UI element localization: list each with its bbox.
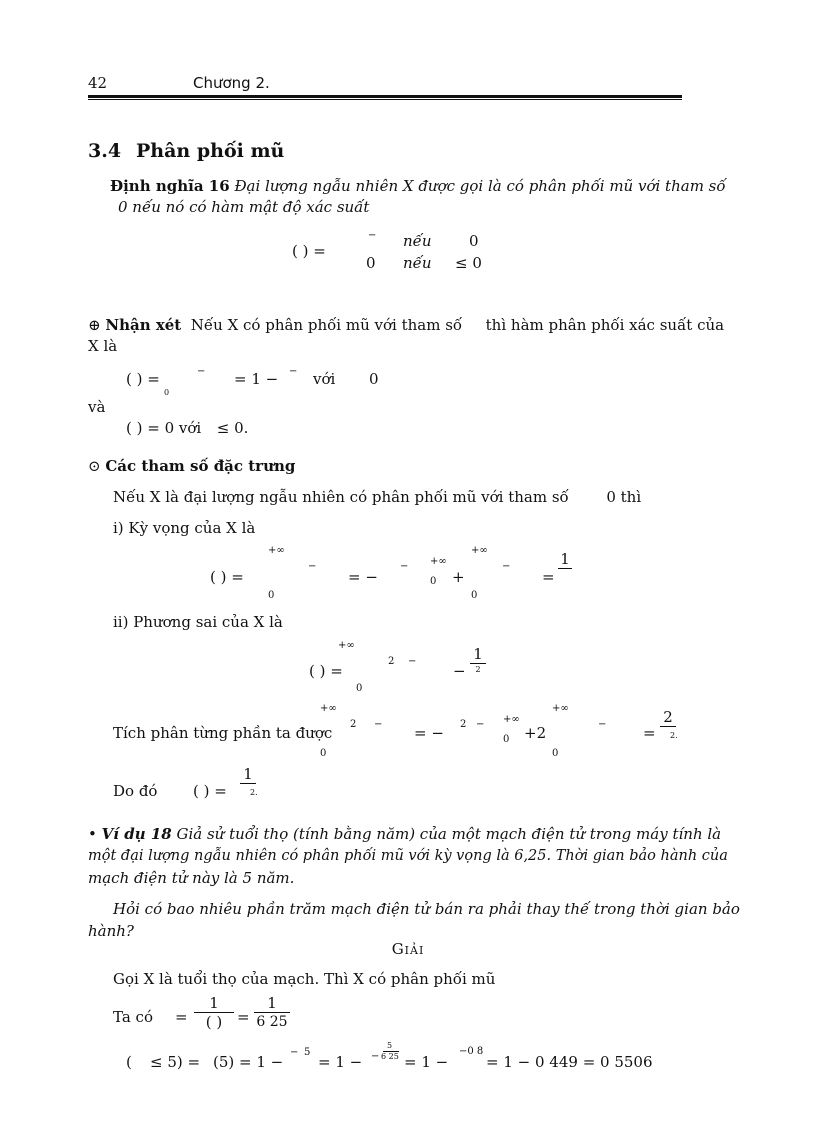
ibp-frac-den: 2. (670, 731, 678, 740)
exp-eq: = (542, 568, 555, 586)
var-int-lower: 0 (356, 683, 363, 694)
density-lhs: ( ) = (292, 242, 326, 260)
taco-frac-1 (194, 995, 234, 1031)
density-cond-2: nếu (403, 254, 432, 272)
example-line-2: một đại lượng ngẫu nhiên có phân phối mũ với kỳ vọng là 6,25. Thời gian bảo hành của (88, 848, 728, 864)
example-line-3: mạch điện tử này là 5 năm. (88, 869, 295, 887)
cdf2-text (126, 417, 248, 439)
var-int-upper: +∞ (338, 640, 355, 651)
final-i: −0 8 (459, 1046, 484, 1057)
ibp-exp-minus: − (374, 719, 383, 730)
ibp-exp-2: 2 (350, 719, 357, 730)
var-minus: − (453, 662, 466, 680)
example-text-1: Giả sử tuổi thọ (tính bằng năm) của một mạch điện tử trong máy tính là (176, 825, 722, 843)
exp-exp-1: − (308, 561, 317, 572)
remark-line-1 (88, 314, 724, 336)
cdf-exp-1: − (197, 366, 206, 377)
final-d: 5 (304, 1047, 311, 1058)
final-c: (5) = 1 − (213, 1053, 284, 1071)
taco-eq-2: = (237, 1008, 250, 1026)
cdf-mid: = 1 − (234, 370, 279, 388)
header-rule (88, 95, 682, 98)
ibp-eval-upper: +∞ (503, 714, 520, 725)
params-heading (88, 455, 295, 477)
definition-line-2: 0 nếu nó có hàm mật độ xác suất (118, 198, 370, 216)
params-intro-1: Nếu X là đại lượng ngẫu nhiên có phân phối mũ với tham số (113, 488, 569, 506)
page-number: 42 (88, 74, 108, 92)
density-val-1: 0 (469, 232, 479, 250)
final-exp-minus-1: − (290, 1047, 299, 1058)
conclusion-lhs: ( ) = (193, 782, 227, 800)
conclusion-label: Do đó (113, 782, 158, 800)
expectation-label: i) Kỳ vọng của X là (113, 519, 256, 537)
final-exp-minus-2: − (371, 1051, 380, 1062)
ibp-eq: = (643, 724, 656, 742)
var-exp-2: 2 (388, 656, 395, 667)
var-lhs: ( ) = (309, 662, 343, 680)
final-j: = 1 − 0 449 = 0 5506 (486, 1053, 653, 1071)
exp-exp-2: − (400, 561, 409, 572)
taco-frac-1-num: 1 (194, 995, 234, 1013)
section-heading (88, 140, 284, 162)
cdf2-main: ( ) = 0 với (126, 419, 202, 437)
cdf2-cond: ≤ 0. (216, 419, 249, 437)
exp-int2-lower: 0 (471, 590, 478, 601)
ibp-eq-minus: = − (414, 724, 444, 742)
ibp-int2-lower: 0 (552, 748, 559, 759)
cdf-zero: 0 (369, 370, 379, 388)
ibp-int-lower: 0 (320, 748, 327, 759)
exp-exp-3: − (502, 561, 511, 572)
ibp-label: Tích phân từng phần ta được (113, 724, 333, 742)
exp-plus: + (452, 568, 465, 586)
final-open: ( (126, 1053, 132, 1071)
header-rule-thin (88, 99, 682, 100)
example-question-1: Hỏi có bao nhiêu phần trăm mạch điện tử bán ra phải thay thế trong thời gian bảo (113, 900, 740, 918)
exp-int2-upper: +∞ (471, 545, 488, 556)
var-frac-den: 2 (475, 665, 481, 674)
exp-int-upper: +∞ (268, 545, 285, 556)
ibp-exp-minus-b: − (476, 719, 485, 730)
taco-eq: = (175, 1008, 188, 1026)
density-val-2: 0 (366, 254, 376, 272)
taco-frac-2-num: 1 (254, 995, 290, 1013)
ibp-exp-minus-c: − (598, 719, 607, 730)
final-g: 6 25 (381, 1052, 399, 1061)
ibp-plus2: +2 (524, 724, 547, 742)
var-exp-minus: − (408, 656, 417, 667)
bullet-icon: • (88, 825, 97, 843)
conclusion-frac-num: 1 (240, 766, 256, 784)
params-title: Các tham số đặc trưng (105, 457, 296, 475)
density-cond-1: nếu (403, 232, 432, 250)
section-number: 3.4 (88, 140, 122, 162)
cdf-lower-limit: 0 (164, 388, 170, 397)
cdf-lhs: ( ) = (126, 370, 160, 388)
ibp-frac-num: 2 (660, 709, 676, 727)
exp-result (558, 551, 572, 579)
cdf-with: với (313, 370, 336, 388)
params-intro-2: 0 thì (606, 488, 642, 506)
density-exp: − (368, 230, 377, 241)
cdf-exp-2: − (289, 366, 298, 377)
params-intro (113, 486, 641, 508)
ibp-int-upper: +∞ (320, 703, 337, 714)
taco-label: Ta có (113, 1008, 153, 1026)
example-line-1 (88, 823, 721, 845)
final-h: = 1 − (404, 1053, 449, 1071)
exp-eval-upper: +∞ (430, 556, 447, 567)
var-frac (470, 646, 486, 676)
remark-label: Nhận xét (105, 316, 182, 334)
exp-eval-lower: 0 (430, 576, 437, 587)
dot-circle-icon: ⊙ (88, 457, 101, 475)
ibp-exp-2b: 2 (460, 719, 467, 730)
ibp-eval-lower: 0 (503, 734, 510, 745)
final-e: = 1 − (318, 1053, 363, 1071)
definition-text-1: Đại lượng ngẫu nhiên X được gọi là có phân phối mũ với tham số (234, 177, 726, 195)
taco-frac-2-den: 6 25 (256, 1014, 288, 1030)
and-text: và (88, 398, 106, 416)
exp-lhs: ( ) = (210, 568, 244, 586)
ibp-int2-upper: +∞ (552, 703, 569, 714)
exp-int-lower: 0 (268, 590, 275, 601)
example-label: Ví dụ 18 (101, 825, 172, 843)
final-b: ≤ 5) = (150, 1053, 201, 1071)
exp-eq-minus: = − (348, 568, 378, 586)
var-frac-num: 1 (470, 646, 486, 664)
example-question-2: hành? (88, 922, 134, 940)
taco-frac-2 (254, 995, 290, 1031)
remark-text-1: Nếu X có phân phối mũ với tham số (190, 316, 463, 334)
variance-label: ii) Phương sai của X là (113, 613, 283, 631)
solution-line-1: Gọi X là tuổi thọ của mạch. Thì X có phân phối mũ (113, 970, 496, 988)
definition-line-1 (110, 175, 726, 197)
solution-heading: Giải (391, 940, 425, 958)
remark-text-2: thì hàm phân phối xác suất của (485, 316, 725, 334)
plus-circle-icon: ⊕ (88, 316, 101, 334)
conclusion-frac-den: 2. (250, 788, 258, 797)
final-f: 5 (387, 1041, 393, 1050)
section-title: Phân phối mũ (136, 140, 285, 162)
remark-text-3: X là (88, 337, 118, 355)
taco-frac-1-den: ( ) (205, 1013, 223, 1031)
exp-result-num: 1 (558, 551, 572, 569)
definition-label: Định nghĩa 16 (110, 177, 230, 195)
chapter-title: Chương 2. (193, 74, 270, 92)
density-rhs-2: ≤ 0 (455, 254, 482, 272)
